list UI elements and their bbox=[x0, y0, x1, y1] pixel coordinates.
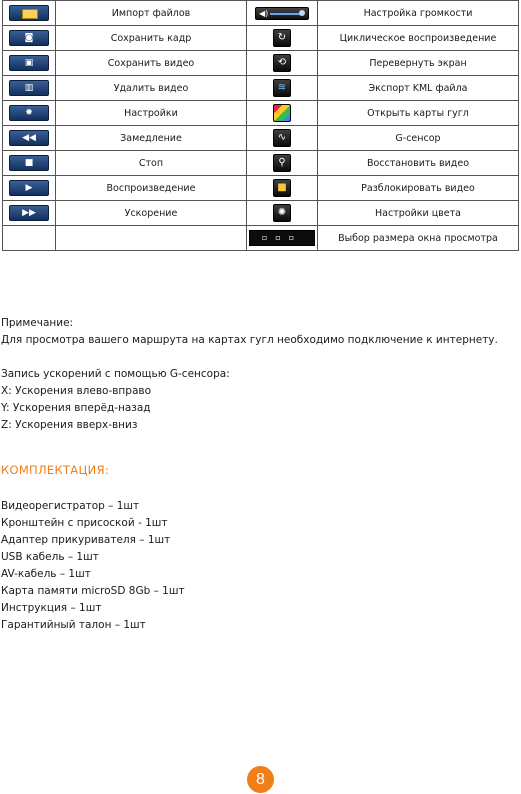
cell-label: Ускорение bbox=[56, 201, 247, 226]
cell-label: Стоп bbox=[56, 151, 247, 176]
cell-label: Воспроизведение bbox=[56, 176, 247, 201]
list-item: USB кабель – 1шт bbox=[1, 551, 99, 563]
empty-cell bbox=[3, 226, 56, 251]
floppy-disk-icon: ▣ bbox=[3, 51, 56, 76]
note-title: Примечание: bbox=[1, 317, 74, 329]
fast-forward-icon: ▶▶ bbox=[3, 201, 56, 226]
rotate-screen-icon: ⟲ bbox=[247, 51, 318, 76]
cell-label: Открыть карты гугл bbox=[318, 101, 519, 126]
kit-list bbox=[1, 498, 185, 634]
kit-heading: КОМПЛЕКТАЦИЯ: bbox=[1, 463, 110, 477]
trash-icon: ▥ bbox=[3, 76, 56, 101]
cell-label: Циклическое воспроизведение bbox=[318, 26, 519, 51]
list-item: Гарантийный талон – 1шт bbox=[1, 619, 146, 631]
list-item: Адаптер прикуривателя – 1шт bbox=[1, 534, 171, 546]
cell-label: G-сенсор bbox=[318, 126, 519, 151]
table-row bbox=[3, 151, 519, 176]
note-text: Для просмотра вашего маршрута на картах гугл необходимо подключение к интернету. bbox=[1, 334, 498, 346]
cell-label: Экспорт KML файла bbox=[318, 76, 519, 101]
table-row bbox=[3, 26, 519, 51]
cell-label: Разблокировать видео bbox=[318, 176, 519, 201]
import-files-icon bbox=[3, 1, 56, 26]
gsensor-line-z: Z: Ускорения вверх-вниз bbox=[1, 419, 138, 431]
kml-export-icon: ≋ bbox=[247, 76, 318, 101]
cell-label bbox=[56, 226, 247, 251]
gsensor-title: Запись ускорений с помощью G-сенсора: bbox=[1, 368, 230, 380]
table-row bbox=[3, 101, 519, 126]
cell-label: Сохранить кадр bbox=[56, 26, 247, 51]
table-row bbox=[3, 1, 519, 26]
table-row bbox=[3, 76, 519, 101]
gear-icon: ✹ bbox=[3, 101, 56, 126]
note-block bbox=[1, 315, 498, 349]
cell-label: Настройки bbox=[56, 101, 247, 126]
play-icon: ▶ bbox=[3, 176, 56, 201]
lock-icon: ■ bbox=[247, 176, 318, 201]
rewind-icon: ◀◀ bbox=[3, 126, 56, 151]
window-size-icon: ▫▫▫ bbox=[247, 226, 318, 251]
table-row bbox=[3, 201, 519, 226]
list-item: Инструкция – 1шт bbox=[1, 602, 102, 614]
list-item: Карта памяти microSD 8Gb – 1шт bbox=[1, 585, 185, 597]
gsensor-line-y: Y: Ускорения вперёд-назад bbox=[1, 402, 151, 414]
cell-label: Восстановить видео bbox=[318, 151, 519, 176]
gsensor-line-x: X: Ускорения влево-вправо bbox=[1, 385, 151, 397]
list-item: Кронштейн с присоской - 1шт bbox=[1, 517, 168, 529]
cell-label: Импорт файлов bbox=[56, 1, 247, 26]
cell-label: Удалить видео bbox=[56, 76, 247, 101]
cell-label: Сохранить видео bbox=[56, 51, 247, 76]
wrench-icon: ⚲ bbox=[247, 151, 318, 176]
google-maps-icon bbox=[247, 101, 318, 126]
volume-slider-icon: ◀) bbox=[247, 1, 318, 26]
gsensor-block bbox=[1, 366, 230, 434]
table-row bbox=[3, 51, 519, 76]
list-item: Видеорегистратор – 1шт bbox=[1, 500, 140, 512]
table-row bbox=[3, 226, 519, 251]
color-settings-icon: ✺ bbox=[247, 201, 318, 226]
page-number: 8 bbox=[247, 766, 274, 793]
stop-icon: ■ bbox=[3, 151, 56, 176]
repeat-icon: ↻ bbox=[247, 26, 318, 51]
cell-label: Выбор размера окна просмотра bbox=[318, 226, 519, 251]
icon-legend-table bbox=[2, 0, 519, 251]
cell-label: Настройка громкости bbox=[318, 1, 519, 26]
list-item: AV-кабель – 1шт bbox=[1, 568, 91, 580]
camera-icon: ◙ bbox=[3, 26, 56, 51]
g-sensor-wave-icon: ∿ bbox=[247, 126, 318, 151]
cell-label: Перевернуть экран bbox=[318, 51, 519, 76]
table-row bbox=[3, 126, 519, 151]
cell-label: Настройки цвета bbox=[318, 201, 519, 226]
cell-label: Замедление bbox=[56, 126, 247, 151]
table-row bbox=[3, 176, 519, 201]
